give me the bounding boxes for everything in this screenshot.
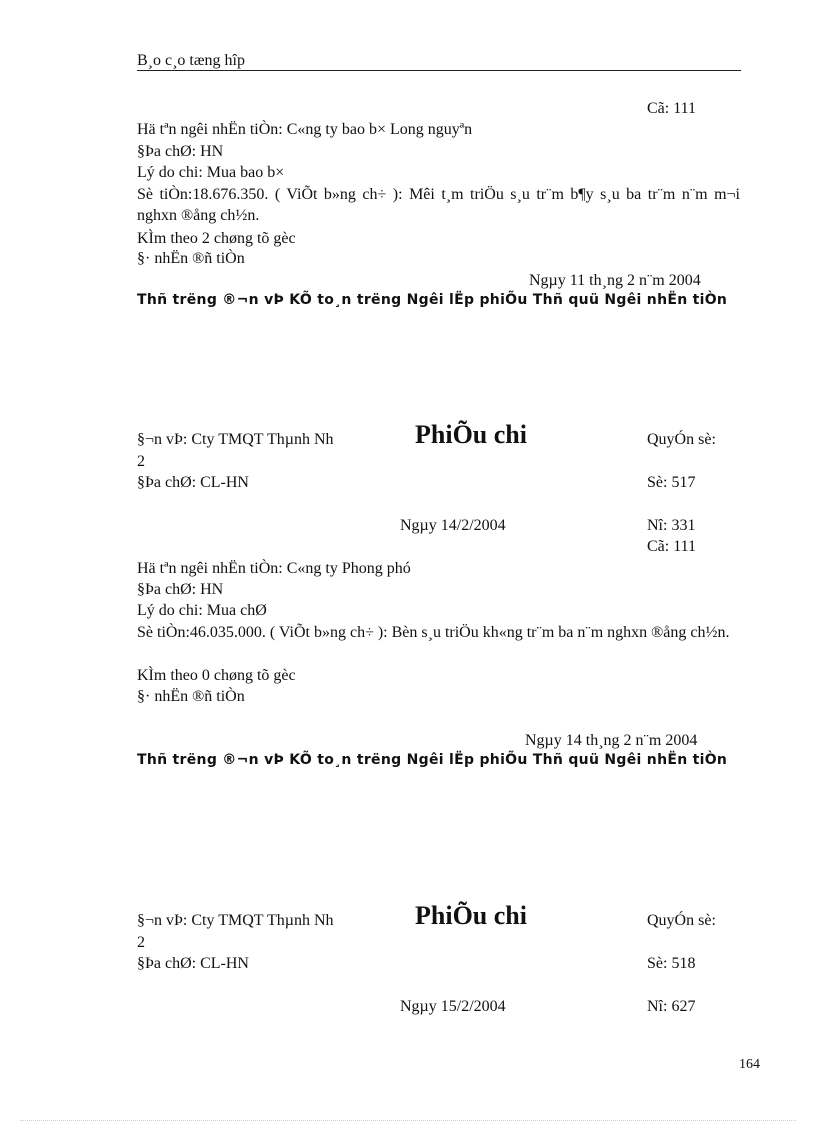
unit-line-cont: 2 — [137, 934, 145, 951]
address-line: §Þa chØ: CL-HN — [137, 474, 249, 491]
attachments-line: KÌm theo 0 chøng tõ gèc — [137, 667, 296, 684]
recipient-address-line: §Þa chØ: HN — [137, 581, 224, 598]
credit-account: Cã: 111 — [647, 100, 697, 117]
book-number: QuyÓn sè: — [647, 912, 716, 929]
voucher-number: Sè: 518 — [647, 955, 696, 972]
amount-text: Sè tiÒn:46.035.000. ( ViÕt b»ng ch÷ ): Bèn s¸u triÖu kh«ng tr¨m ba n¨m nghxn ®ång ch½n. — [137, 624, 730, 641]
book-number: QuyÓn sè: — [647, 431, 716, 448]
attachments-line: KÌm theo 2 chøng tõ gèc — [137, 230, 296, 247]
address-line: §Þa chØ: CL-HN — [137, 955, 249, 972]
voucher-date: Ngµy 15/2/2004 — [400, 998, 506, 1015]
voucher-title: PhiÕu chi — [415, 420, 527, 449]
debit-account: Nî: 627 — [647, 998, 696, 1015]
reason-line: Lý do chi: Mua chØ — [137, 602, 267, 619]
credit-account: Cã: 111 — [647, 538, 697, 555]
signature-row: Thñ trëng ®¬n vÞ KÕ to¸n trëng Ngêi lËp phiÕu Thñ quü Ngêi nhËn tiÒn — [137, 292, 728, 308]
page-bottom-edge — [20, 1120, 796, 1121]
received-line: §· nhËn ®ñ tiÒn — [137, 250, 245, 267]
header-rule — [137, 70, 741, 71]
date-line: Ngµy 14 th¸ng 2 n¨m 2004 — [525, 732, 698, 749]
voucher-number: Sè: 517 — [647, 474, 696, 491]
reason-line: Lý do chi: Mua bao b× — [137, 164, 285, 181]
recipient-line: Hä tªn ngêi nhËn tiÒn: C«ng ty Phong phó — [137, 560, 411, 577]
received-line: §· nhËn ®ñ tiÒn — [137, 688, 245, 705]
recipient-line: Hä tªn ngêi nhËn tiÒn: C«ng ty bao b× Long nguyªn — [137, 121, 473, 138]
page-header-title: B¸o c¸o tæng hîp — [137, 52, 245, 69]
amount-text: Sè tiÒn:18.676.350. ( ViÕt b»ng ch÷ ): Mêi t¸m triÖu s¸u tr¨m b¶y s¸u ba tr¨m n¨m m¬i nghxn ®ång ch½n. — [137, 186, 740, 224]
voucher-title: PhiÕu chi — [415, 901, 527, 930]
signature-row: Thñ trëng ®¬n vÞ KÕ to¸n trëng Ngêi lËp phiÕu Thñ quü Ngêi nhËn tiÒn — [137, 752, 728, 768]
debit-account: Nî: 331 — [647, 517, 696, 534]
page-number: 164 — [739, 1057, 760, 1072]
unit-line-cont: 2 — [137, 453, 145, 470]
address-line: §Þa chØ: HN — [137, 143, 224, 160]
unit-line: §¬n vÞ: Cty TMQT Thµnh Nh — [137, 431, 334, 448]
date-line: Ngµy 11 th¸ng 2 n¨m 2004 — [529, 272, 701, 289]
voucher-date: Ngµy 14/2/2004 — [400, 517, 506, 534]
unit-line: §¬n vÞ: Cty TMQT Thµnh Nh — [137, 912, 334, 929]
